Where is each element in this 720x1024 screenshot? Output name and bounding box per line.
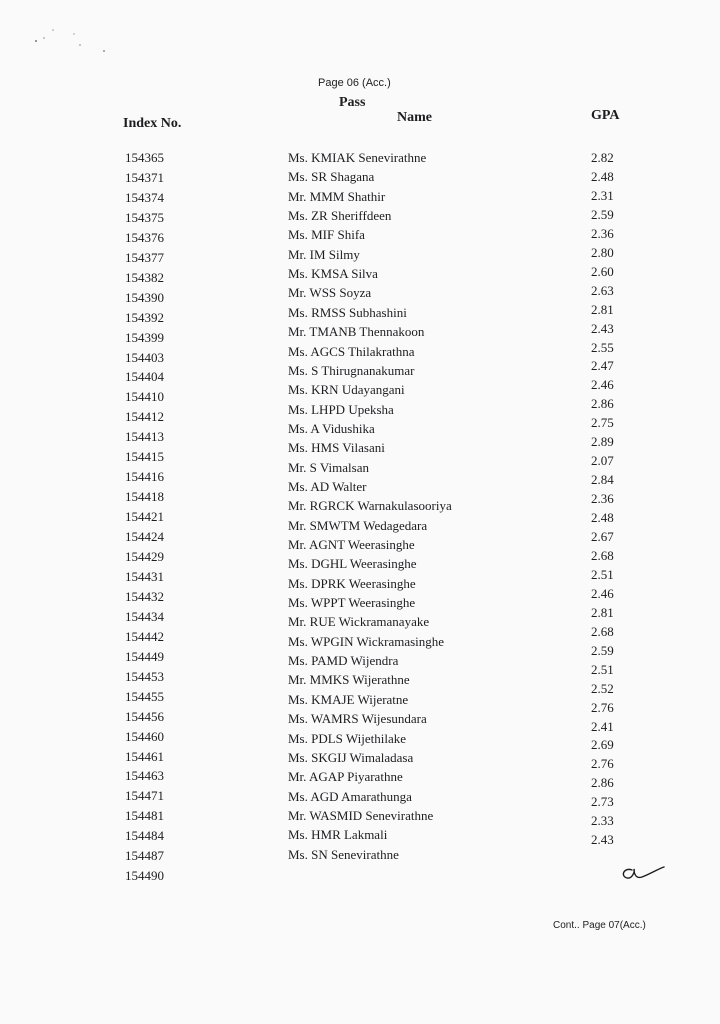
column-header-gpa: GPA	[591, 108, 620, 123]
index-cell: 154413	[125, 429, 164, 445]
section-title: Pass	[339, 95, 366, 110]
name-cell: Mr. MMKS Wijerathne	[288, 672, 410, 688]
gpa-cell: 2.63	[591, 282, 614, 298]
index-cell: 154376	[125, 229, 164, 245]
index-cell: 154481	[125, 808, 164, 824]
index-cell: 154382	[125, 269, 164, 285]
gpa-cell: 2.86	[591, 396, 614, 412]
column-header-name: Name	[397, 110, 432, 125]
page-label: Page 06 (Acc.)	[318, 77, 391, 89]
gpa-cell: 2.89	[591, 434, 614, 450]
index-cell: 154375	[125, 209, 164, 225]
name-cell: Ms. MIF Shifa	[288, 227, 365, 243]
name-cell: Ms. PDLS Wijethilake	[288, 730, 407, 746]
index-cell: 154403	[125, 349, 164, 365]
gpa-cell: 2.41	[591, 718, 614, 734]
name-cell: Ms. KMAJE Wijeratne	[288, 691, 409, 707]
name-cell: Mr. RUE Wickramanayake	[288, 614, 430, 630]
gpa-cell: 2.33	[591, 813, 614, 829]
gpa-cell: 2.67	[591, 529, 614, 544]
index-cell: 154399	[125, 329, 164, 345]
name-cell: Ms. A Vidushika	[288, 420, 375, 436]
name-cell: Ms. KMIAK Senevirathne	[288, 150, 427, 165]
gpa-cell: 2.84	[591, 472, 614, 488]
name-cell: Ms. WAMRS Wijesundara	[288, 711, 427, 727]
continuation-note: Cont.. Page 07(Acc.)	[553, 920, 646, 931]
name-cell: Mr. WASMID Senevirathne	[288, 807, 434, 823]
name-cell: Ms. AGD Amarathunga	[288, 788, 412, 804]
index-cell: 154434	[125, 608, 164, 624]
name-cell: Mr. AGAP Piyarathne	[288, 769, 403, 785]
index-cell: 154471	[125, 788, 164, 804]
name-cell: Ms. RMSS Subhashini	[288, 304, 407, 320]
name-cell: Ms. LHPD Upeksha	[288, 401, 394, 417]
name-cell: Ms. HMR Lakmali	[288, 827, 388, 843]
index-cell: 154374	[125, 189, 164, 205]
gpa-cell: 2.51	[591, 566, 614, 582]
gpa-cell: 2.46	[591, 377, 614, 393]
gpa-cell: 2.55	[591, 339, 614, 355]
name-cell: Mr. S Vimalsan	[288, 459, 369, 475]
gpa-cell: 2.46	[591, 585, 614, 601]
gpa-cell: 2.68	[591, 547, 614, 563]
gpa-cell: 2.36	[591, 225, 614, 241]
name-cell: Mr. AGNT Weerasinghe	[288, 537, 415, 552]
index-cell: 154421	[125, 509, 164, 525]
name-cell: Ms. WPPT Weerasinghe	[288, 595, 416, 611]
name-cell: Ms. ZR Sheriffdeen	[288, 208, 392, 224]
index-cell: 154392	[125, 309, 164, 325]
index-cell: 154416	[125, 469, 164, 485]
index-cell: 154455	[125, 688, 164, 704]
gpa-cell: 2.52	[591, 680, 614, 696]
name-cell: Ms. SKGIJ Wimaladasa	[288, 749, 414, 765]
index-cell: 154442	[125, 628, 164, 644]
gpa-cell: 2.73	[591, 794, 614, 810]
index-cell: 154429	[125, 549, 164, 564]
name-cell: Ms. HMS Vilasani	[288, 440, 385, 456]
index-cell: 154418	[125, 489, 164, 505]
gpa-cell: 2.51	[591, 661, 614, 677]
gpa-cell: 2.43	[591, 320, 614, 336]
gpa-cell: 2.76	[591, 699, 614, 715]
gpa-cell: 2.31	[591, 187, 614, 203]
name-cell: Ms. KMSA Silva	[288, 266, 378, 282]
gpa-cell: 2.80	[591, 244, 614, 260]
index-cell: 154415	[125, 449, 164, 465]
gpa-cell: 2.47	[591, 358, 614, 374]
index-cell: 154371	[125, 169, 164, 185]
index-cell: 154484	[125, 828, 164, 844]
index-cell: 154432	[125, 588, 164, 604]
gpa-cell: 2.36	[591, 491, 614, 507]
name-cell: Ms. SN Senevirathne	[288, 846, 399, 862]
gpa-cell: 2.59	[591, 642, 614, 658]
index-cell: 154410	[125, 389, 164, 405]
gpa-cell: 2.69	[591, 737, 614, 753]
table-row	[0, 150, 720, 168]
index-cell: 154453	[125, 668, 164, 684]
index-cell: 154456	[125, 708, 164, 724]
table-row	[0, 189, 720, 207]
gpa-cell: 2.07	[591, 453, 614, 469]
index-cell: 154377	[125, 249, 164, 265]
name-cell: Ms. AD Walter	[288, 478, 367, 494]
index-cell: 154412	[125, 409, 164, 425]
index-cell: 154460	[125, 728, 164, 744]
gpa-cell: 2.43	[591, 832, 614, 848]
name-cell: Ms. S Thirugnanakumar	[288, 362, 415, 378]
index-cell: 154487	[125, 848, 164, 864]
index-cell: 154490	[125, 868, 164, 884]
gpa-cell: 2.76	[591, 756, 614, 772]
table-row	[0, 169, 720, 187]
table-row	[0, 244, 720, 265]
name-cell: Mr. IM Silmy	[288, 246, 360, 262]
index-cell: 154431	[125, 568, 164, 584]
gpa-cell: 2.60	[591, 263, 614, 279]
name-cell: Ms. AGCS Thilakrathna	[288, 343, 415, 359]
gpa-cell: 2.81	[591, 604, 614, 620]
name-cell: Ms. DGHL Weerasinghe	[288, 556, 417, 572]
name-cell: Ms. KRN Udayangani	[288, 382, 405, 398]
signature-mark	[618, 858, 668, 888]
gpa-cell: 2.86	[591, 775, 614, 791]
name-cell: Mr. RGRCK Warnakulasooriya	[288, 498, 452, 514]
index-cell: 154365	[125, 150, 164, 165]
name-cell: Ms. SR Shagana	[288, 169, 375, 185]
table-row	[0, 225, 720, 246]
gpa-cell: 2.81	[591, 301, 614, 317]
gpa-cell: 2.48	[591, 168, 614, 184]
gpa-cell: 2.75	[591, 415, 614, 431]
index-cell: 154449	[125, 648, 164, 664]
name-cell: Mr. WSS Soyza	[288, 285, 372, 301]
column-header-index: Index No.	[123, 116, 182, 131]
gpa-cell: 2.59	[591, 206, 614, 222]
gpa-cell: 2.68	[591, 623, 614, 639]
index-cell: 154463	[125, 768, 164, 784]
gpa-cell: 2.48	[591, 510, 614, 526]
index-cell: 154404	[125, 369, 164, 385]
table-row	[0, 208, 720, 226]
name-cell: Ms. WPGIN Wickramasinghe	[288, 633, 445, 649]
name-cell: Mr. MMM Shathir	[288, 188, 386, 204]
name-cell: Ms. DPRK Weerasinghe	[288, 575, 416, 591]
name-cell: Mr. SMWTM Wedagedara	[288, 517, 428, 533]
index-cell: 154424	[125, 529, 164, 545]
name-cell: Ms. PAMD Wijendra	[288, 653, 399, 669]
gpa-cell: 2.82	[591, 150, 614, 165]
index-cell: 154461	[125, 748, 164, 764]
name-cell: Mr. TMANB Thennakoon	[288, 324, 425, 340]
index-cell: 154390	[125, 289, 164, 305]
